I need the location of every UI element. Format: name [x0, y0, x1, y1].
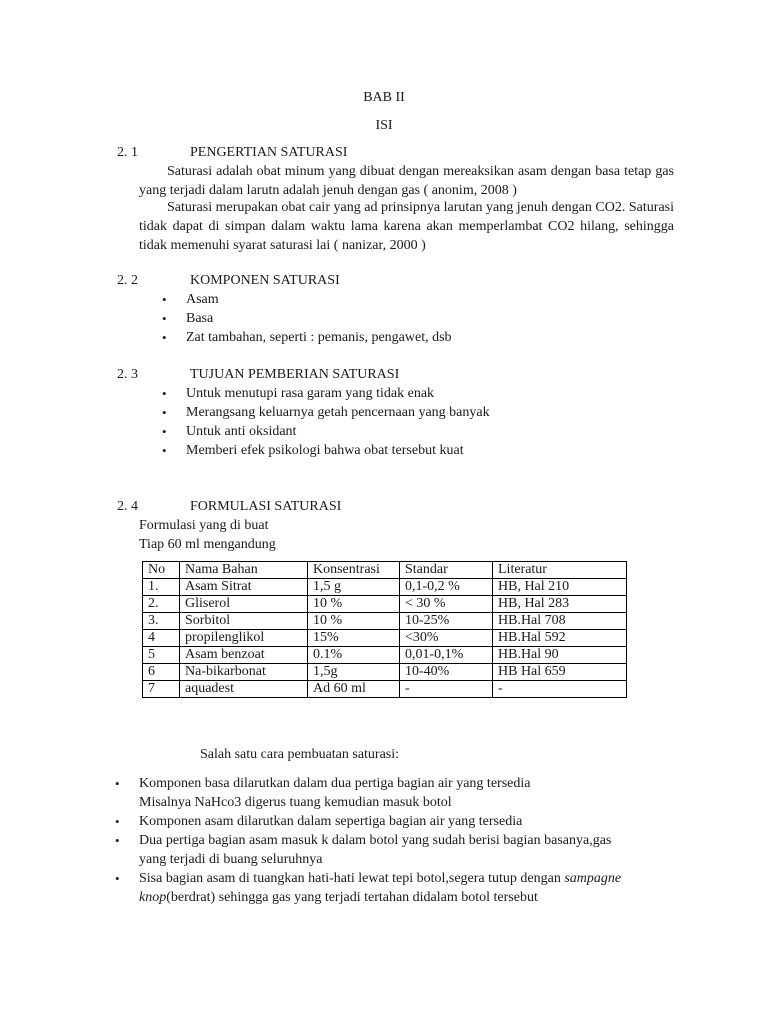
list-item: • Memberi efek psikologi bahwa obat tersebut kuat	[162, 443, 464, 458]
table-cell: 0,01-0,1%	[400, 647, 493, 664]
column-header: Standar	[400, 562, 493, 579]
procedure-intro: Salah satu cara pembuatan saturasi:	[200, 747, 400, 762]
bullet-icon: •	[115, 833, 120, 848]
table-cell: 10 %	[308, 613, 400, 630]
bullet-icon: •	[115, 776, 120, 791]
list-item: • Komponen basa dilarutkan dalam dua pertiga bagian air yang tersedia	[115, 776, 531, 791]
table-cell: 5	[143, 647, 180, 664]
column-header: Nama Bahan	[180, 562, 308, 579]
section-heading: KOMPONEN SATURASI	[190, 273, 340, 288]
section-heading: PENGERTIAN SATURASI	[190, 145, 348, 160]
formula-basis: Tiap 60 ml mengandung	[139, 537, 276, 552]
table-row	[143, 579, 627, 596]
table-cell: HB.Hal 708	[493, 613, 627, 630]
table-cell: 10-40%	[400, 664, 493, 681]
chapter-subtitle: ISI	[375, 118, 393, 133]
table-header-row	[143, 562, 627, 579]
table-cell: 7	[143, 681, 180, 698]
table-cell: 1.	[143, 579, 180, 596]
bullet-icon: •	[162, 443, 167, 458]
table-cell: HB.Hal 90	[493, 647, 627, 664]
formulation-table	[142, 561, 627, 698]
list-item: • Zat tambahan, seperti : pemanis, pengawet, dsb	[162, 330, 452, 345]
table-cell: aquadest	[180, 681, 308, 698]
bullet-icon: •	[162, 311, 167, 326]
list-item: • Merangsang keluarnya getah pencernaan yang banyak	[162, 405, 490, 420]
table-cell: Ad 60 ml	[308, 681, 400, 698]
table-cell: Sorbitol	[180, 613, 308, 630]
bullet-icon: •	[162, 330, 167, 345]
table-cell: -	[493, 681, 627, 698]
table-cell: propilenglikol	[180, 630, 308, 647]
table-cell: 6	[143, 664, 180, 681]
paragraph: Saturasi adalah obat minum yang dibuat dengan mereaksikan asam dengan basa tetap gas yang terjadi dalam larutn adalah jenuh dengan gas ( anonim, 2008 )	[139, 164, 674, 198]
bullet-icon: •	[162, 386, 167, 401]
table-row	[143, 630, 627, 647]
bullet-list	[162, 384, 490, 460]
table-row	[143, 596, 627, 613]
list-item: • Dua pertiga bagian asam masuk k dalam botol yang sudah berisi bagian basanya,gas	[115, 833, 612, 848]
list-item: • Asam	[162, 292, 219, 307]
section-number: 2. 2	[117, 273, 138, 288]
bullet-icon: •	[162, 405, 167, 420]
table-cell: 0,1-0,2 %	[400, 579, 493, 596]
section-number: 2. 4	[117, 499, 138, 514]
section-heading: TUJUAN PEMBERIAN SATURASI	[190, 367, 400, 382]
table-cell: < 30 %	[400, 596, 493, 613]
table-cell: 10-25%	[400, 613, 493, 630]
section-number: 2. 3	[117, 367, 138, 382]
column-header: No	[143, 562, 180, 579]
table-cell: Na-bikarbonat	[180, 664, 308, 681]
procedure-list	[115, 774, 622, 907]
table-cell: 0.1%	[308, 647, 400, 664]
list-item: • Sisa bagian asam di tuangkan hati-hati lewat tepi botol,segera tutup dengan sampagne	[115, 871, 622, 886]
table-cell: 10 %	[308, 596, 400, 613]
table-cell: 2.	[143, 596, 180, 613]
bullet-icon: •	[115, 871, 120, 886]
formula-intro: Formulasi yang di buat	[139, 518, 269, 533]
table-cell: HB Hal 659	[493, 664, 627, 681]
table-row	[143, 647, 627, 664]
table-cell: Gliserol	[180, 596, 308, 613]
table-cell: 3.	[143, 613, 180, 630]
table-cell: <30%	[400, 630, 493, 647]
table-cell: Asam benzoat	[180, 647, 308, 664]
table-row	[143, 664, 627, 681]
list-item-continuation: knop(berdrat) sehingga gas yang terjadi tertahan didalam botol tersebut	[139, 890, 538, 905]
table-cell: 1,5g	[308, 664, 400, 681]
list-item: • Untuk menutupi rasa garam yang tidak enak	[162, 386, 435, 401]
table-cell: 15%	[308, 630, 400, 647]
table-cell: 1,5 g	[308, 579, 400, 596]
chapter-title: BAB II	[363, 90, 405, 105]
paragraph: Saturasi merupakan obat cair yang ad prinsipnya larutan yang jenuh dengan CO2. Saturasi tidak dapat di simpan dalam waktu lama karena akan memperlambat CO2 hilang, sehingga tidak memenuhi syarat saturasi lai ( nanizar, 2000 )	[139, 200, 674, 253]
list-item: • Basa	[162, 311, 214, 326]
table-cell: Asam Sitrat	[180, 579, 308, 596]
table-cell: -	[400, 681, 493, 698]
bullet-icon: •	[162, 292, 167, 307]
table-cell: HB, Hal 283	[493, 596, 627, 613]
column-header: Literatur	[493, 562, 627, 579]
section-number: 2. 1	[117, 145, 138, 160]
table-row	[143, 613, 627, 630]
list-item: • Komponen asam dilarutkan dalam sepertiga bagian air yang tersedia	[115, 814, 523, 829]
bullet-list	[162, 290, 452, 347]
list-item-continuation: Misalnya NaHco3 digerus tuang kemudian masuk botol	[139, 795, 452, 810]
table-cell: HB, Hal 210	[493, 579, 627, 596]
section-heading: FORMULASI SATURASI	[190, 499, 342, 514]
italic-term: knop	[139, 890, 167, 905]
table-cell: 4	[143, 630, 180, 647]
column-header: Konsentrasi	[308, 562, 400, 579]
bullet-icon: •	[115, 814, 120, 829]
table-row	[143, 681, 627, 698]
italic-term: sampagne	[564, 871, 622, 886]
bullet-icon: •	[162, 424, 167, 439]
table-cell: HB.Hal 592	[493, 630, 627, 647]
list-item-continuation: yang terjadi di buang seluruhnya	[139, 852, 323, 867]
list-item: • Untuk anti oksidant	[162, 424, 297, 439]
